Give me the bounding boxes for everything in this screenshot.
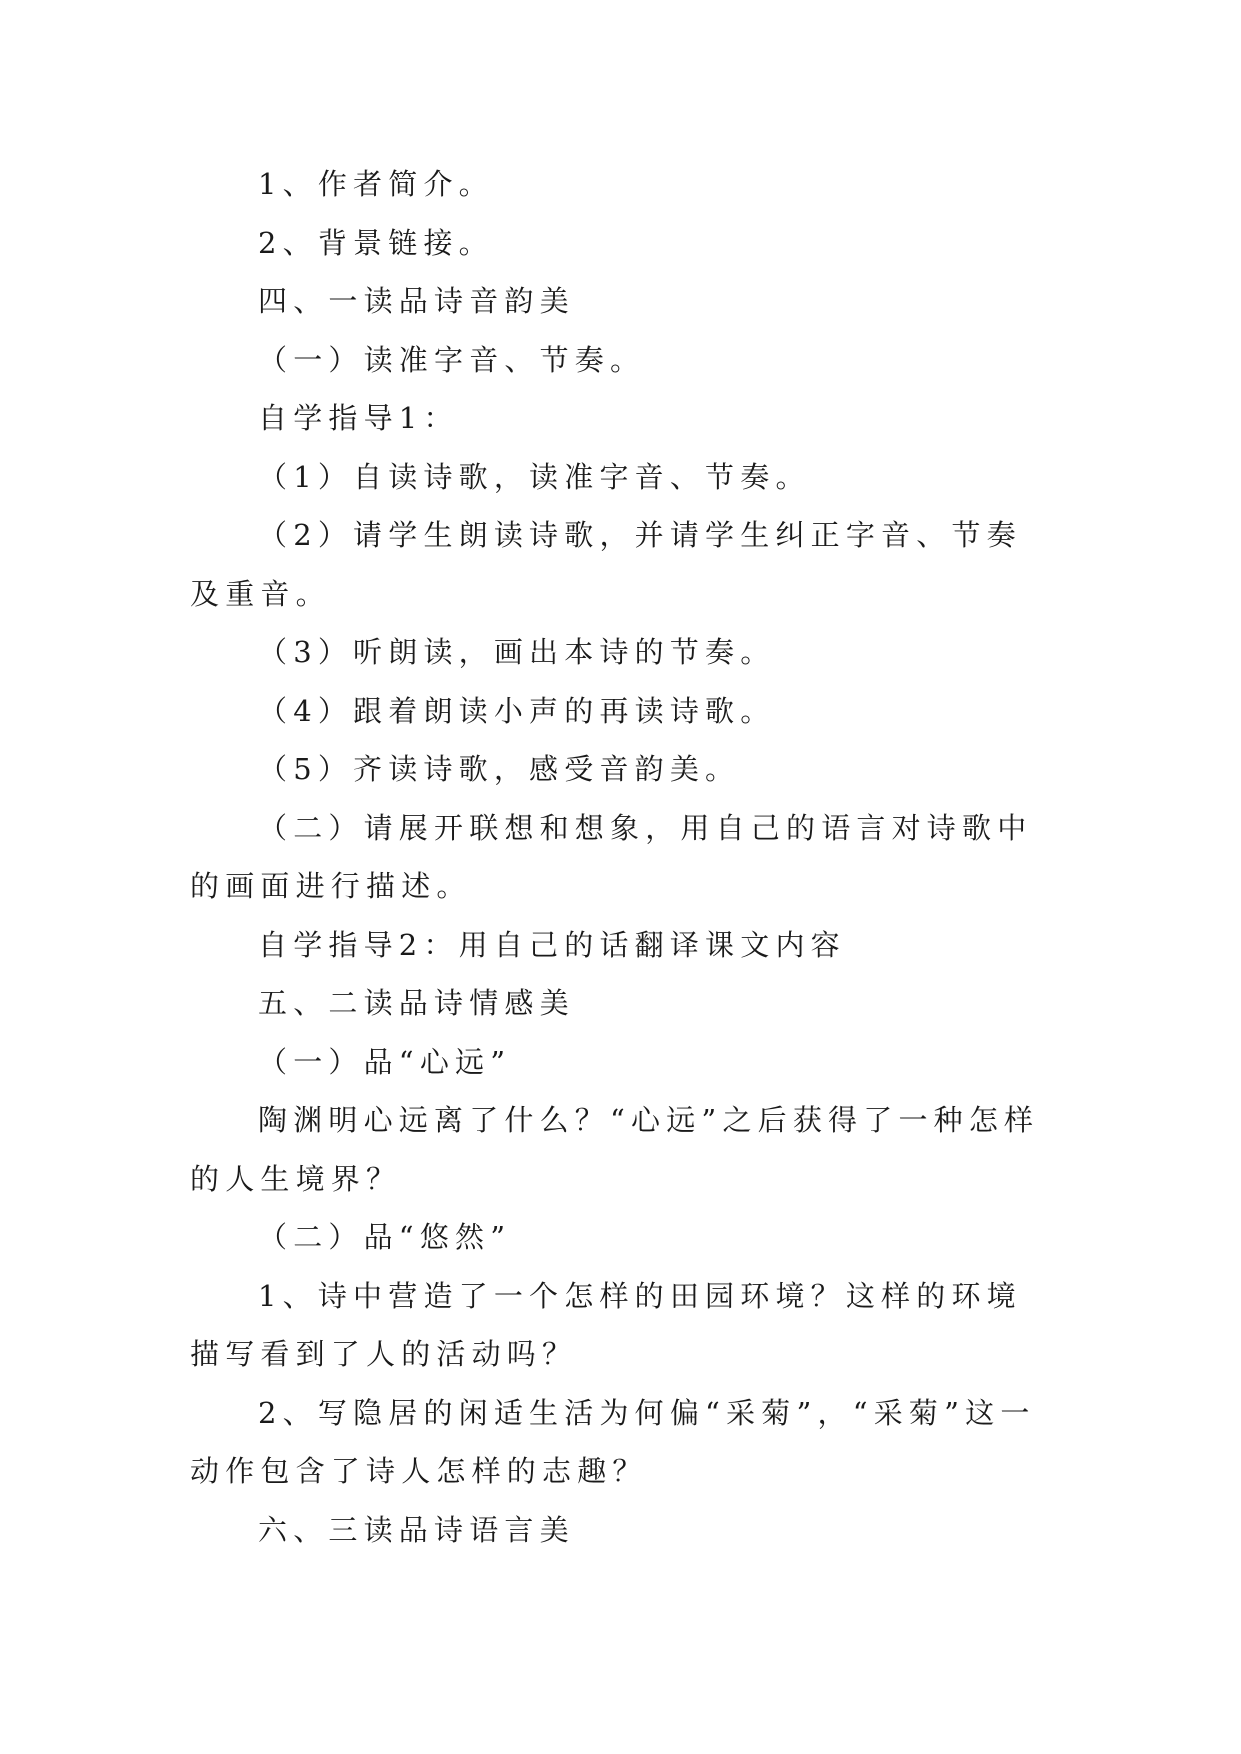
- document-body: [190, 155, 1054, 1559]
- question-xinyuan: 陶渊明心远离了什么？“心远”之后获得了一种怎样的人生境界？: [190, 1103, 1040, 1196]
- list-item-5: （5）齐读诗歌，感受音韵美。: [258, 752, 741, 786]
- subheading-youran: （二）品“悠然”: [258, 1220, 512, 1254]
- subheading-xinyuan: （一）品“心远”: [258, 1044, 512, 1079]
- section-heading-five: 五、二读品诗情感美: [258, 986, 575, 1020]
- self-study-guide-2: 自学指导2：用自己的话翻译课文内容: [258, 927, 846, 962]
- list-item-1: （1）自读诗歌，读准字音、节奏。: [258, 459, 811, 494]
- section-heading-four: 四、一读品诗音韵美: [258, 284, 575, 318]
- list-item-2: （2）请学生朗读诗歌，并请学生纠正字音、节奏及重音。: [190, 518, 1022, 611]
- question-caiju: 2、写隐居的闲适生活为何偏“采菊”，“采菊”这一动作包含了诗人怎样的志趣？: [190, 1395, 1036, 1488]
- subheading-pronunciation: （一）读准字音、节奏。: [258, 342, 646, 377]
- list-item-3: （3）听朗读，画出本诗的节奏。: [258, 635, 776, 669]
- list-item-4: （4）跟着朗读小声的再读诗歌。: [258, 693, 776, 728]
- subheading-imagination: （二）请展开联想和想象，用自己的语言对诗歌中的画面进行描述。: [190, 810, 1033, 903]
- paragraph-author-intro: 1、作者简介。: [258, 167, 494, 201]
- section-heading-six: 六、三读品诗语言美: [258, 1512, 575, 1547]
- paragraph-background-link: 2、背景链接。: [258, 225, 494, 260]
- question-environment: 1、诗中营造了一个怎样的田园环境？这样的环境描写看到了人的活动吗？: [190, 1278, 1022, 1371]
- self-study-guide-1: 自学指导1：: [258, 401, 459, 435]
